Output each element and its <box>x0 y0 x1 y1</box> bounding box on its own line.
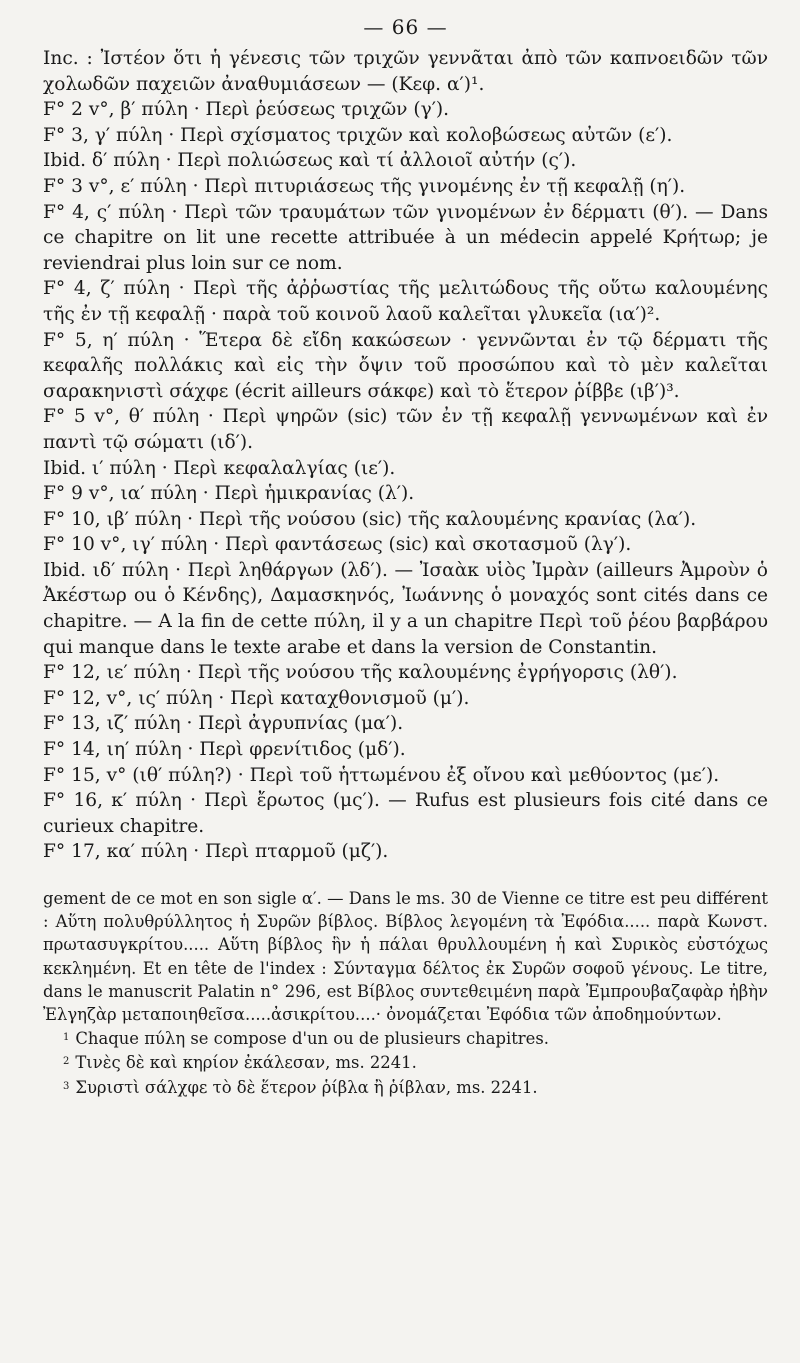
main-text <box>43 46 768 865</box>
footnote-text: Συριστὶ σάλχφε τὸ δὲ ἕτερον ῥίβλα ἢ ῥίβλαν, ms. 2241. <box>75 1077 538 1097</box>
note-continuation: gement de ce mot en son sigle α′. — Dans le ms. 30 de Vienne ce titre est peu différent : Αὕτη πολυθρύλλητος ἡ Συρῶν βίβλος. Βίβλος λεγομένη τὰ Ἐφόδια..... παρὰ Κωνστ. πρωτασυγκρίτου..... Αὕτη βίβλος ἣν ἡ πάλαι θρυλλουμένη ἡ καὶ Συρικὸς εὐστόχως κεκλημένη. Et en tête de l'index : Σύνταγμα δέλτος ἐκ Συρῶν σοφοῦ γένους. Le titre, dans le manuscrit Palatin n° 296, est Βίβλος συντεθειμένη παρὰ Ἐμπρουβαζαφὰρ ἠβὴν Ἐλγηζὰρ μεταποιηθεῖσα.....ἀσικρίτου....· ὀνομάζεται Ἐφόδια τῶν ἀποδημούντων. <box>43 889 768 1025</box>
page-number: — 66 — <box>363 15 448 39</box>
paragraph-incipit: Inc. : Ἰστέον ὅτι ἡ γένεσις τῶν τριχῶν γεννᾶται ἀπὸ τῶν καπνοειδῶν τῶν χολωδῶν παχειῶν ἀναθυμιάσεων — (Κεφ. α′)¹. <box>43 48 768 95</box>
paragraph-entry: F° 5 v°, θ′ πύλη · Περὶ ψηρῶν (sic) τῶν ἐν τῇ κεφαλῇ γεννωμένων καὶ ἐν παντὶ τῷ σώματι (ιδ′). <box>43 406 768 453</box>
paragraph-entry: Ibid. ιδ′ πύλη · Περὶ ληθάργων (λδ′). — Ἰσαὰκ υἱὸς Ἰμρὰν (ailleurs Ἀμροὺν ὁ Ἀκέστωρ ou ὁ Κένδης), Δαμασκηνός, Ἰωάννης ὁ μοναχός sont cités dans ce chapitre. — A la fin de cette πύλη, il y a un chapitre Περὶ τοῦ ῥέου βαρβάρου qui manque dans le texte arabe et dans la version de Constantin. <box>43 559 768 658</box>
paragraph-entry: F° 12, v°, ις′ πύλη · Περὶ καταχθονισμοῦ (μ′). <box>43 687 470 709</box>
paragraph-entry: F° 10, ιβ′ πύλη · Περὶ τῆς νούσου (sic) τῆς καλουμένης κρανίας (λα′). <box>43 508 697 530</box>
paragraph-entry: F° 17, κα′ πύλη · Περὶ πταρμοῦ (μζ′). <box>43 841 389 863</box>
footnote-mark: 3 <box>63 1080 70 1092</box>
footnote-mark: 2 <box>63 1056 70 1068</box>
footnote-text: Chaque πύλη se compose d'un ou de plusieurs chapitres. <box>75 1029 549 1049</box>
paragraph-entry: F° 10 v°, ιγ′ πύλη · Περὶ φαντάσεως (sic) καὶ σκοτασμοῦ (λγ′). <box>43 534 632 556</box>
paragraph-entry: F° 14, ιη′ πύλη · Περὶ φρενίτιδος (μδ′). <box>43 739 406 761</box>
paragraph-entry: F° 2 v°, β′ πύλη · Περὶ ῥεύσεως τριχῶν (γ′). <box>43 99 450 121</box>
section-gap <box>43 865 768 887</box>
paragraph-entry: Ibid. δ′ πύλη · Περὶ πολιώσεως καὶ τί ἀλλοιοῖ αὐτήν (ς′). <box>43 150 577 172</box>
paragraph-entry: F° 16, κ′ πύλη · Περὶ ἔρωτος (μς′). — Rufus est plusieurs fois cité dans ce curieux chapitre. <box>43 790 768 837</box>
paragraph-entry: F° 9 v°, ια′ πύλη · Περὶ ἡμικρανίας (λ′). <box>43 483 415 505</box>
paragraph-entry: Ibid. ι′ πύλη · Περὶ κεφαλαλγίας (ιε′). <box>43 457 396 479</box>
paragraph-entry: F° 3 v°, ε′ πύλη · Περὶ πιτυριάσεως τῆς γινομένης ἐν τῇ κεφαλῇ (η′). <box>43 175 686 197</box>
paragraph-entry: F° 5, η′ πύλη · Ἕτερα δὲ εἴδη κακώσεων · γεννῶνται ἐν τῷ δέρματι τῆς κεφαλῆς πολλάκις καὶ εἰς τὴν ὄψιν τοῦ προσώπου καὶ τὸ μὲν καλεῖται σαρακηνιστὶ σάχφε (écrit ailleurs σάκφε) καὶ τὸ ἕτερον ῥίββε (ιβ′)³. <box>43 329 768 402</box>
paragraph-entry: F° 4, ζ′ πύλη · Περὶ τῆς ἀῤῥωστίας τῆς μελιτώδους τῆς οὕτω καλουμένης τῆς ἐν τῇ κεφαλῇ · παρὰ τοῦ κοινοῦ λαοῦ καλεῖται γλυκεῖα (ια′)². <box>43 278 768 325</box>
footnote-1 <box>43 1026 768 1050</box>
paragraph-entry: F° 15, v° (ιθ′ πύλη?) · Περὶ τοῦ ἡττωμένου ἐξ οἴνου καὶ μεθύοντος (με′). <box>43 764 720 786</box>
footnote-mark: 1 <box>63 1032 70 1044</box>
notes-section <box>43 887 768 1099</box>
paragraph-entry: F° 3, γ′ πύλη · Περὶ σχίσματος τριχῶν καὶ κολοβώσεως αὐτῶν (ε′). <box>43 124 673 146</box>
footnote-3 <box>43 1075 768 1099</box>
footnote-text: Τινὲς δὲ καὶ κηρίον ἐκάλεσαν, ms. 2241. <box>75 1053 417 1073</box>
footnote-2 <box>43 1050 768 1074</box>
paragraph-entry: F° 12, ιε′ πύλη · Περὶ τῆς νούσου τῆς καλουμένης ἐγρήγορσις (λθ′). <box>43 662 678 684</box>
paragraph-entry: F° 13, ιζ′ πύλη · Περὶ ἀγρυπνίας (μα′). <box>43 713 404 735</box>
paragraph-entry: F° 4, ς′ πύλη · Περὶ τῶν τραυμάτων τῶν γινομένων ἐν δέρματι (θ′). — Dans ce chapitre on lit une recette attribuée à un médecin appelé Κρήτωρ; je reviendrai plus loin sur ce nom. <box>43 201 768 274</box>
